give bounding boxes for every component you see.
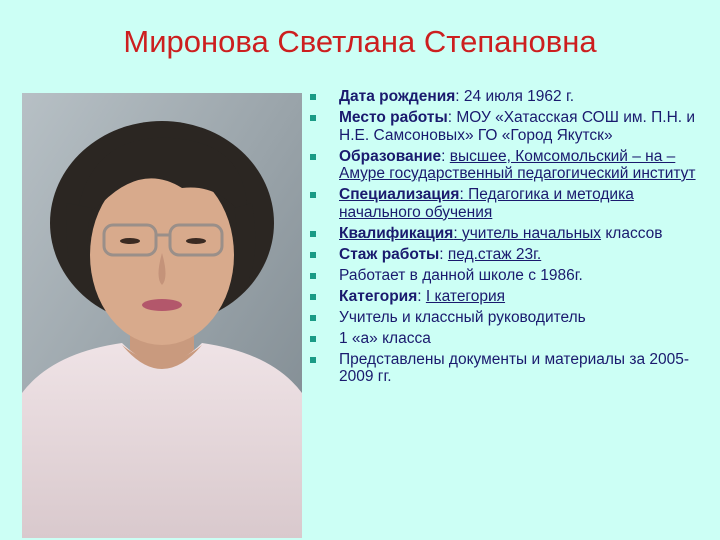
fact-separator: : xyxy=(453,224,462,242)
fact-value: МОУ «Хатасская СОШ им. П.Н. и Н.Е. Самсоновых» ГО «Город Якутск» xyxy=(339,109,696,144)
fact-school-since xyxy=(309,267,709,285)
bullet-icon xyxy=(310,357,316,363)
fact-education xyxy=(309,148,709,183)
page-title: Миронова Светлана Степановна xyxy=(123,24,597,59)
fact-value-link[interactable]: пед.стаж 23г. xyxy=(447,245,542,263)
bullet-icon xyxy=(310,315,316,321)
fact-separator: : xyxy=(459,186,469,203)
bullet-icon xyxy=(310,154,316,160)
fact-label[interactable]: Квалификация xyxy=(339,224,454,242)
fact-separator: : xyxy=(439,245,448,263)
fact-label[interactable]: Специализация xyxy=(339,186,460,203)
fact-value-link[interactable]: I категория xyxy=(425,287,506,305)
fact-label: Стаж работы xyxy=(339,245,440,263)
bullet-icon xyxy=(310,231,316,237)
fact-text: Работает в данной школе с 1986г. xyxy=(339,266,583,284)
fact-value-link[interactable]: Педагогика и методика начального обучения xyxy=(339,186,634,221)
bullet-icon xyxy=(310,273,316,279)
bullet-icon xyxy=(310,192,316,198)
fact-experience xyxy=(309,246,709,264)
bullet-icon xyxy=(310,252,316,258)
fact-class xyxy=(309,330,709,348)
fact-specialization xyxy=(309,186,709,221)
fact-documents xyxy=(309,351,709,386)
fact-text: 1 «а» класса xyxy=(339,329,431,347)
profile-facts xyxy=(309,88,709,389)
fact-role xyxy=(309,309,709,327)
fact-separator: : xyxy=(447,109,457,126)
fact-workplace xyxy=(309,109,709,144)
bullet-icon xyxy=(310,94,316,100)
fact-value: классов xyxy=(605,224,663,242)
fact-value-link[interactable]: высшее, Комсомольский – на – Амуре государственный педагогический институт xyxy=(339,147,696,182)
fact-category xyxy=(309,288,709,306)
fact-text: Учитель и классный руководитель xyxy=(339,308,586,326)
fact-label: Категория xyxy=(339,287,418,305)
portrait-photo xyxy=(22,93,302,538)
fact-label: Дата рождения xyxy=(339,88,456,105)
fact-label: Место работы xyxy=(339,109,448,126)
fact-separator: : xyxy=(455,88,464,105)
fact-qualification xyxy=(309,225,709,243)
fact-value: 24 июля 1962 г. xyxy=(463,88,575,105)
fact-value-link[interactable]: учитель начальных xyxy=(461,224,602,242)
bullet-icon xyxy=(310,294,316,300)
fact-label: Образование xyxy=(339,147,442,165)
bullet-icon xyxy=(310,115,316,121)
fact-text: Представлены документы и материалы за 2005-2009 гг. xyxy=(339,350,690,385)
bullet-icon xyxy=(310,336,316,342)
fact-birth-date xyxy=(309,88,709,106)
fact-separator: : xyxy=(441,147,450,165)
fact-separator: : xyxy=(417,287,426,305)
